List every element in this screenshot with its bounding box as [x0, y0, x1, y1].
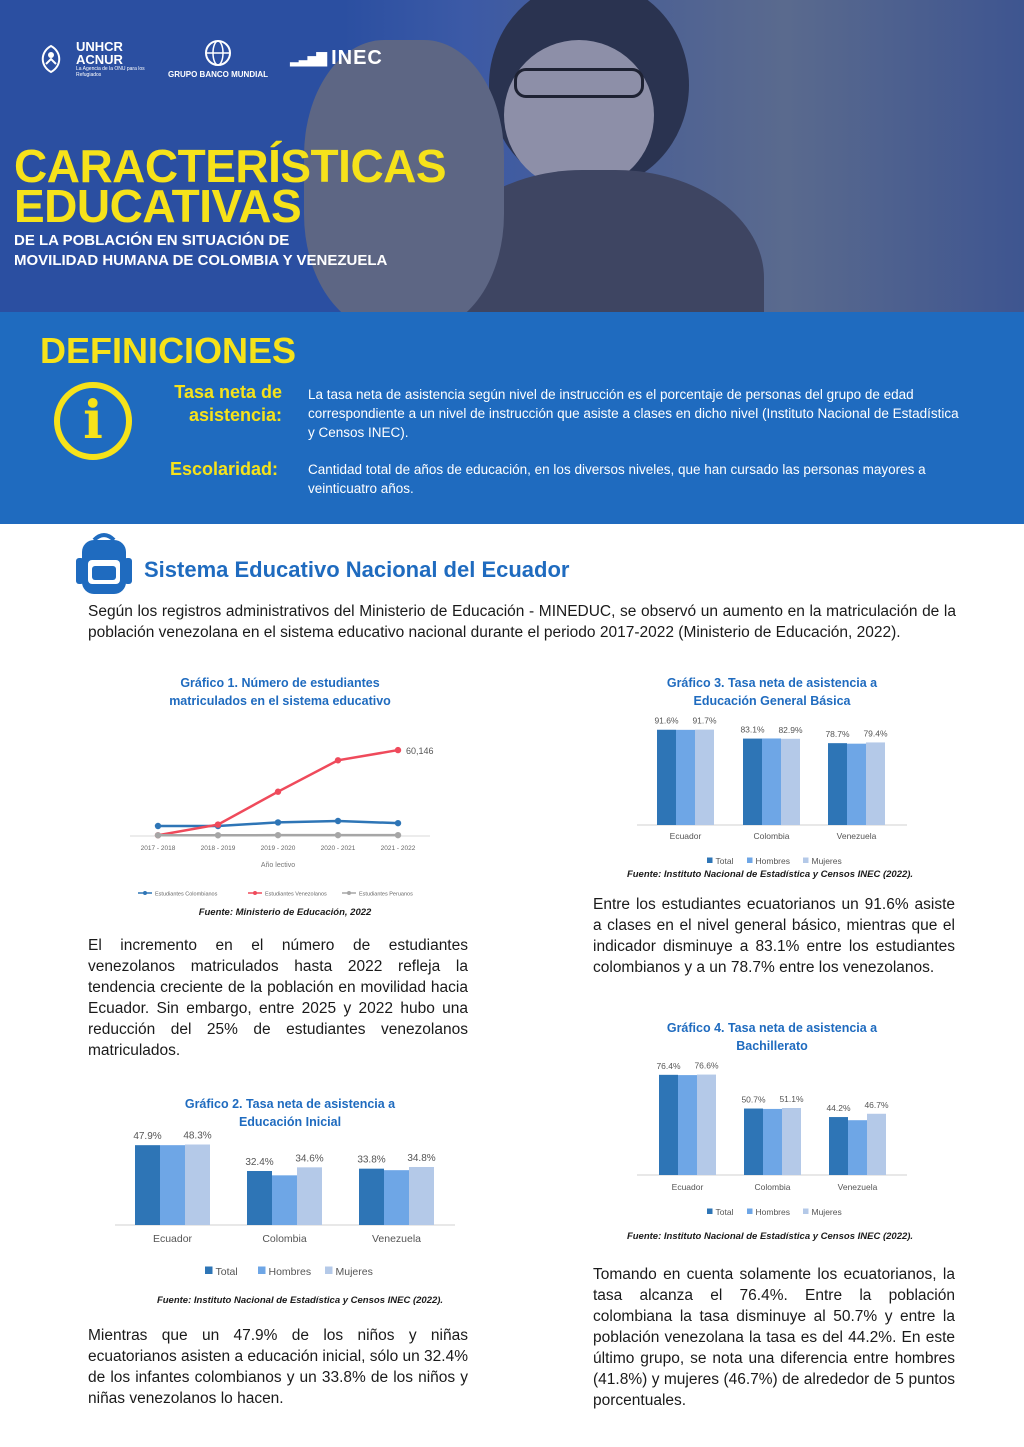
chart3-category-colombia: Colombia [753, 831, 790, 841]
photo-face [504, 40, 654, 190]
chart2-legend-swatch-mujeres [325, 1267, 333, 1275]
chart4-legend-hombres: Hombres [755, 1207, 790, 1217]
section-header [74, 530, 569, 596]
chart4-category-venezuela: Venezuela [837, 1182, 878, 1192]
chart3-legend-swatch-mujeres [803, 858, 809, 864]
unhcr-subtext: La Agencia de la ONU para los Refugiados [76, 65, 145, 78]
chart3-bar-ecuador-total [657, 730, 676, 825]
chart2-category-colombia: Colombia [262, 1233, 307, 1245]
chart4-legend-mujeres: Mujeres [811, 1207, 842, 1217]
chart4-bar-ecuador-total [659, 1075, 678, 1175]
chart1-x-label: Año lectivo [260, 862, 296, 869]
chart2-bar-chart [110, 1130, 460, 1285]
chart1-title [120, 674, 440, 710]
chart4-title-line1: Gráfico 4. Tasa neta de asistencia a [666, 1021, 878, 1035]
chart3-bar-chart [632, 712, 912, 868]
chart4-category-colombia: Colombia [754, 1182, 791, 1192]
chart2-legend-hombres: Hombres [268, 1266, 312, 1278]
chart2-label-colombia-total: 32.4% [245, 1157, 274, 1168]
chart4-legend-swatch-total [707, 1209, 713, 1215]
chart3-legend-swatch-total [707, 858, 713, 864]
chart1-point-0-0 [155, 823, 161, 829]
chart4-bar-colombia-total [744, 1109, 763, 1175]
chart1-legend-2: Estudiantes Peruanos [359, 891, 413, 898]
bars-icon: ▂▃▅▇ [290, 50, 326, 66]
chart2-legend-swatch-hombres [258, 1267, 266, 1275]
title-line-2: EDUCATIVAS [14, 180, 302, 232]
chart1-point-2-0 [155, 832, 161, 838]
chart2-label-venezuela-total: 33.8% [357, 1154, 386, 1166]
chart4-label-ecuador-mujeres: 76.6% [694, 1060, 719, 1071]
chart4-legend-total: Total [715, 1207, 734, 1217]
chart1-line-chart [110, 720, 460, 905]
chart4-bar-venezuela-mujeres [867, 1114, 886, 1175]
inec-text: INEC [331, 47, 383, 69]
chart4-label-ecuador-total: 76.4% [656, 1060, 681, 1071]
chart1-legend-marker-2 [347, 891, 351, 895]
chart1-source: Fuente: Ministerio de Educación, 2022 [198, 907, 372, 918]
definition-tasa-neta: La tasa neta de asistencia según nivel de instrucción es el porcentaje de personas del grupo de edad correspondiente a un nivel de instrucción que asiste a clases en dicho nivel (Instituto Nacional de Estadística y Censos INEC). [308, 387, 959, 440]
chart2-category-venezuela: Venezuela [371, 1233, 422, 1245]
chart2-title-line2: Educación Inicial [238, 1115, 342, 1129]
banco-mundial-text: GRUPO BANCO MUNDIAL [168, 70, 268, 79]
definitions-title: DEFINICIONES [40, 330, 297, 371]
chart1-point-1-4 [395, 747, 401, 753]
chart1-x-tick-4: 2021 - 2022 [380, 845, 416, 852]
banco-mundial-logo [168, 38, 268, 79]
hero-banner [0, 0, 1024, 312]
chart3-bar-venezuela-mujeres [866, 742, 885, 825]
chart4-category-ecuador: Ecuador [671, 1182, 704, 1192]
unhcr-text: UNHCR [76, 38, 123, 54]
chart2-label-ecuador-mujeres: 48.3% [183, 1130, 212, 1142]
chart1-x-tick-2: 2019 - 2020 [260, 845, 296, 852]
chart1-legend-1: Estudiantes Venezolanos [265, 891, 327, 898]
chart3-label-colombia-total: 83.1% [740, 724, 765, 735]
chart3-paragraph: Entre los estudiantes ecuatorianos un 91.6% asiste a clases en el nivel general básico, mientras que el indicador disminuye a 83.1% entre los estudiantes colombianos y a un 78.7% entre los venezolanos. [593, 896, 955, 976]
photo-glasses [514, 68, 644, 98]
acnur-text: ACNUR [76, 51, 123, 67]
chart4-title [612, 1019, 932, 1055]
chart4-bar-chart [632, 1060, 912, 1219]
chart3-legend-total: Total [715, 856, 734, 866]
chart1-title-line1: Gráfico 1. Número de estudiantes [180, 676, 380, 690]
chart3-source: Fuente: Instituto Nacional de Estadística y Censos INEC (2022). [626, 869, 914, 880]
chart2-legend-total: Total [215, 1266, 238, 1278]
chart4-label-venezuela-total: 44.2% [826, 1103, 851, 1114]
chart4-bar-ecuador-hombres [678, 1075, 697, 1175]
chart2-label-colombia-mujeres: 34.6% [295, 1153, 324, 1165]
chart2-bar-colombia-mujeres [297, 1167, 322, 1225]
chart3-label-ecuador-mujeres: 91.7% [692, 715, 717, 726]
unhcr-emblem-icon [32, 42, 70, 76]
inec-logo [290, 47, 383, 70]
term-tasa-neta-line2: asistencia: [188, 405, 282, 425]
chart1-point-1-1 [215, 821, 221, 827]
chart1-point-1-2 [275, 789, 281, 795]
chart3-bar-ecuador-hombres [676, 730, 695, 825]
chart2-bar-ecuador-total [135, 1145, 160, 1225]
chart3-bar-colombia-hombres [762, 738, 781, 825]
definitions-panel [0, 312, 1024, 524]
intro-paragraph: Según los registros administrativos del Ministerio de Educación - MINEDUC, se observó un aumento en la matriculación de la población venezolana en el sistema educativo nacional durante el periodo 2017-2022 (Ministerio de Educación, 2022). [88, 603, 956, 641]
chart2-source: Fuente: Instituto Nacional de Estadística y Censos INEC (2022). [156, 1295, 444, 1306]
chart3-title [612, 674, 932, 710]
chart2-bar-ecuador-hombres [160, 1145, 185, 1225]
chart2-bar-venezuela-mujeres [409, 1167, 434, 1225]
chart1-annotation-label: 60,146 [406, 746, 434, 757]
logo-bar [32, 38, 383, 79]
chart2-label-ecuador-total: 47.9% [133, 1131, 162, 1143]
chart3-category-ecuador: Ecuador [669, 831, 702, 841]
chart4-title-line2: Bachillerato [736, 1039, 808, 1053]
chart1-legend-0: Estudiantes Colombianos [155, 891, 218, 898]
chart1-point-1-3 [335, 757, 341, 763]
chart2-bar-colombia-hombres [272, 1175, 297, 1225]
chart3-title-line1: Gráfico 3. Tasa neta de asistencia a [666, 676, 878, 690]
chart1-paragraph: El incremento en el número de estudiantes venezolanos matriculados hasta 2022 refleja la tendencia creciente de la población en movilidad hacia Ecuador. Sin embargo, entre 2025 y 2022 hubo una reducción del 25% de estudiantes venezolanos matriculados. [88, 937, 468, 1059]
info-icon: i [54, 382, 132, 460]
chart2-bar-venezuela-total [359, 1169, 384, 1225]
chart3-label-colombia-mujeres: 82.9% [778, 724, 803, 735]
chart3-legend-hombres: Hombres [755, 856, 790, 866]
chart4-legend-swatch-mujeres [803, 1209, 809, 1215]
chart1-legend-marker-0 [143, 891, 147, 895]
chart1-point-0-2 [275, 819, 281, 825]
unhcr-logo [32, 40, 146, 78]
chart4-paragraph: Tomando en cuenta solamente los ecuatorianos, la tasa alcanza el 76.4%. Entre la población colombiana la tasa disminuye al 50.7% y entre la población venezolana la tasa es del 44.2%. En este último grupo, se nota una diferencia entre hombres (41.8%) y mujeres (46.7%) de alrededor de 5 puntos porcentuales. [593, 1266, 955, 1409]
page-title [14, 140, 447, 232]
chart4-label-colombia-mujeres: 51.1% [779, 1094, 804, 1105]
subtitle-line-2: MOVILIDAD HUMANA DE COLOMBIA Y VENEZUELA [14, 252, 388, 269]
chart3-label-venezuela-total: 78.7% [825, 729, 850, 740]
chart1-x-tick-0: 2017 - 2018 [140, 845, 176, 852]
chart3-label-ecuador-total: 91.6% [654, 715, 679, 726]
chart1-legend-marker-1 [253, 891, 257, 895]
chart3-bar-ecuador-mujeres [695, 730, 714, 825]
definition-escolaridad: Cantidad total de años de educación, en los diversos niveles, que han cursado las personas mayores a veinticuatro años. [308, 462, 926, 496]
title-line-1: CARACTERÍSTICAS [14, 140, 447, 192]
chart1-x-tick-1: 2018 - 2019 [200, 845, 236, 852]
chart2-legend-swatch-total [205, 1267, 213, 1275]
chart2-category-ecuador: Ecuador [152, 1233, 193, 1245]
backpack-icon [74, 530, 134, 596]
chart2-bar-ecuador-mujeres [185, 1145, 210, 1226]
chart3-bar-venezuela-total [828, 743, 847, 825]
chart4-bar-venezuela-total [829, 1117, 848, 1175]
chart4-bar-colombia-mujeres [782, 1108, 801, 1175]
chart3-legend-swatch-hombres [747, 858, 753, 864]
chart3-legend-mujeres: Mujeres [811, 856, 842, 866]
chart1-title-line2: matriculados en el sistema educativo [169, 694, 391, 708]
chart4-label-colombia-total: 50.7% [741, 1094, 766, 1105]
globe-icon [203, 38, 233, 68]
chart3-label-venezuela-mujeres: 79.4% [863, 728, 888, 739]
chart4-bar-venezuela-hombres [848, 1120, 867, 1175]
chart2-legend-mujeres: Mujeres [335, 1266, 373, 1278]
chart3-bar-colombia-mujeres [781, 739, 800, 825]
chart2-title-line1: Gráfico 2. Tasa neta de asistencia a [184, 1097, 396, 1111]
chart4-label-venezuela-mujeres: 46.7% [864, 1099, 889, 1110]
chart1-point-0-4 [395, 820, 401, 826]
chart3-title-line2: Educación General Básica [693, 694, 851, 708]
chart2-label-venezuela-mujeres: 34.8% [407, 1153, 436, 1164]
chart1-point-2-3 [335, 832, 341, 838]
chart3-bar-colombia-total [743, 739, 762, 825]
chart2-bar-colombia-total [247, 1171, 272, 1225]
chart3-bar-venezuela-hombres [847, 744, 866, 825]
chart1-point-2-2 [275, 832, 281, 838]
chart1-point-0-3 [335, 818, 341, 824]
page-subtitle [14, 231, 387, 271]
section-title: Sistema Educativo Nacional del Ecuador [144, 557, 570, 582]
chart2-paragraph: Mientras que un 47.9% de los niños y niñas ecuatorianos asisten a educación inicial, sólo un 32.4% de los infantes colombianos y un 33.8% de los niños y niñas venezolanos lo hacen. [88, 1327, 468, 1407]
chart1-point-2-4 [395, 832, 401, 838]
chart4-source: Fuente: Instituto Nacional de Estadística y Censos INEC (2022). [626, 1231, 914, 1242]
term-tasa-neta-line1: Tasa neta de [174, 382, 282, 402]
term-tasa-neta [150, 381, 282, 427]
chart2-title [130, 1095, 450, 1131]
chart1-point-2-1 [215, 832, 221, 838]
chart1-x-tick-3: 2020 - 2021 [320, 845, 356, 852]
chart4-bar-ecuador-mujeres [697, 1075, 716, 1175]
subtitle-line-1: DE LA POBLACIÓN EN SITUACIÓN DE [14, 232, 290, 249]
chart4-legend-swatch-hombres [747, 1209, 753, 1215]
chart4-bar-colombia-hombres [763, 1109, 782, 1175]
chart2-bar-venezuela-hombres [384, 1170, 409, 1225]
term-escolaridad: Escolaridad: [169, 459, 278, 479]
chart3-category-venezuela: Venezuela [836, 831, 877, 841]
